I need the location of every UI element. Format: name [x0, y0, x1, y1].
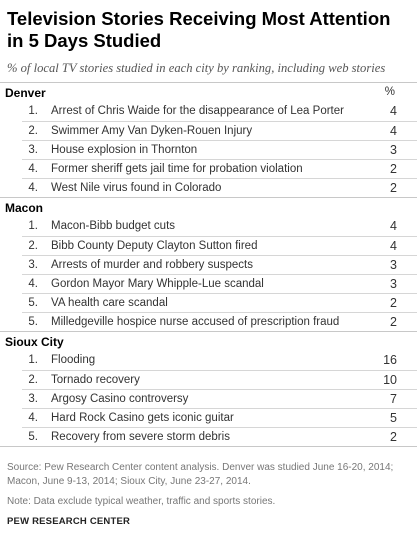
table-row — [22, 140, 417, 159]
table-row — [22, 255, 417, 274]
story-label: Former sheriff gets jail time for probation violation — [51, 163, 303, 175]
rank-number: 3. — [28, 144, 38, 156]
table-row — [22, 236, 417, 255]
story-label: House explosion in Thornton — [51, 144, 198, 156]
rank-number: 1. — [28, 220, 38, 232]
section-header — [0, 331, 417, 351]
story-label: Bibb County Deputy Clayton Sutton fired — [51, 240, 258, 252]
percent-value: 2 — [390, 162, 397, 176]
percent-value: 2 — [390, 181, 397, 195]
stories-table — [0, 82, 417, 447]
percent-column-header: % — [384, 86, 395, 98]
story-label: Flooding — [51, 354, 96, 366]
table-row — [22, 159, 417, 178]
table-row — [22, 274, 417, 293]
rank-number: 2. — [28, 125, 38, 137]
percent-value: 3 — [390, 258, 397, 272]
percent-value: 10 — [383, 373, 397, 387]
table-bottom-rule — [0, 446, 417, 447]
story-label: Recovery from severe storm debris — [51, 431, 230, 443]
story-label: Swimmer Amy Van Dyken-Rouen Injury — [51, 125, 253, 137]
rank-number: 2. — [28, 374, 38, 386]
table-row — [22, 102, 417, 121]
city-name: Sioux City — [5, 335, 64, 349]
story-label: Argosy Casino controversy — [51, 393, 189, 405]
rank-number: 3. — [28, 393, 38, 405]
rank-number: 4. — [28, 412, 38, 424]
table-row — [22, 389, 417, 408]
percent-value: 2 — [390, 430, 397, 444]
table-row — [22, 351, 417, 370]
rank-number: 1. — [28, 105, 38, 117]
percent-value: 16 — [383, 353, 397, 367]
rank-number: 4. — [28, 278, 38, 290]
story-label: Hard Rock Casino gets iconic guitar — [51, 412, 234, 424]
story-label: Tornado recovery — [51, 374, 140, 386]
story-label: VA health care scandal — [51, 297, 168, 309]
chart-subtitle: % of local TV stories studied in each city by ranking, including web stories — [7, 61, 386, 75]
rank-number: 3. — [28, 259, 38, 271]
rank-number: 4. — [28, 182, 38, 194]
rank-number: 5. — [28, 316, 38, 328]
story-label: Gordon Mayor Mary Whipple-Lue scandal — [51, 278, 264, 290]
source-note: Source: Pew Research Center content analysis. Denver was studied June 16-20, 2014; Macon, June 9-13, 2014; Sioux City, June 23-27, 2014. — [7, 462, 394, 487]
rank-number: 1. — [28, 354, 38, 366]
city-name: Macon — [5, 201, 44, 215]
percent-value: 3 — [390, 277, 397, 291]
story-label: Macon-Bibb budget cuts — [51, 220, 176, 232]
percent-value: 4 — [390, 124, 397, 138]
rank-number: 5. — [28, 431, 38, 443]
table-row — [22, 178, 417, 197]
rank-number: 2. — [28, 240, 38, 252]
table-row — [22, 121, 417, 140]
story-label: Milledgeville hospice nurse accused of prescription fraud — [51, 316, 340, 328]
section-header — [0, 82, 417, 102]
table-row — [22, 370, 417, 389]
data-note: Note: Data exclude typical weather, traffic and sports stories. — [7, 496, 276, 507]
story-label: Arrest of Chris Waide for the disappearance of Lea Porter — [51, 105, 344, 117]
table-row — [22, 427, 417, 446]
percent-value: 4 — [390, 219, 397, 233]
city-name: Denver — [5, 86, 46, 100]
table-row — [22, 312, 417, 331]
percent-value: 4 — [390, 239, 397, 253]
table-row — [22, 293, 417, 312]
story-label: West Nile virus found in Colorado — [51, 182, 222, 194]
percent-value: 2 — [390, 315, 397, 329]
story-label: Arrests of murder and robbery suspects — [51, 259, 253, 271]
rank-number: 5. — [28, 297, 38, 309]
section-header — [0, 197, 417, 217]
table-row — [22, 408, 417, 427]
rank-number: 4. — [28, 163, 38, 175]
percent-value: 7 — [390, 392, 397, 406]
table-row — [22, 217, 417, 236]
chart-title: Television Stories Receiving Most Attention in 5 Days Studied — [7, 8, 391, 51]
pew-logo-text: PEW RESEARCH CENTER — [7, 516, 131, 527]
percent-value: 3 — [390, 143, 397, 157]
percent-value: 5 — [390, 411, 397, 425]
percent-value: 2 — [390, 296, 397, 310]
percent-value: 4 — [390, 104, 397, 118]
